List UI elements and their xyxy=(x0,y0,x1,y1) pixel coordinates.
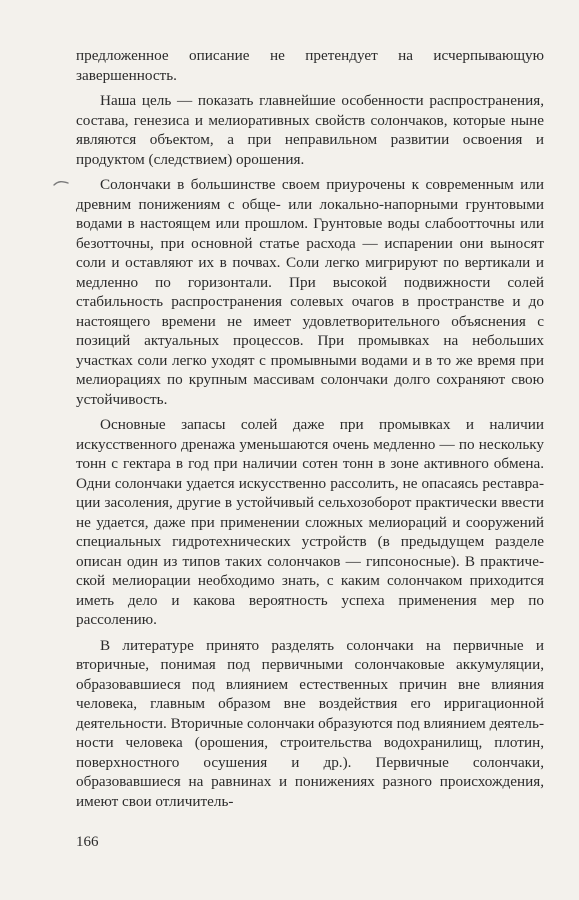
page-number: 166 xyxy=(76,834,99,850)
paragraph-4: Основные запасы солей даже при промывках и наличии искусственного дренажа уменьшаются очень медленно — по нескольку тонн с гектара в год при наличии сотен тонн в зоне активного обмена. Одни солончаки удается искусственно рассолить, не опасаясь реставрации засоления, другие в устойчивый сельхозоборот практически ввести не удается, даже при применении сложных мелиораций и сооружений специальных гидротехнических устройств (в предыдущем разделе описан один из типов таких солончаков — гипсоносные). В практической мелиорации необходимо знать, с каким солончаком приходится иметь дело и какова вероятность успеха применения мер по рассолению. xyxy=(76,416,544,628)
pencil-mark-icon xyxy=(52,178,70,188)
paragraph-3: Солончаки в большинстве своем приурочены к современным или древним понижениям с обще- или локально-напорными грунтовыми водами в настоящем или прошлом. Грунтовые воды слабоотточны или безотточны, при основной статье расхода — испарении они выносят соли и оставляют их в почвах. Соли легко мигрируют по вертикали и медленно по горизонтали. При высокой подвижности солей стабильность распространения солевых очагов в пространстве и до настоящего времени не имеет удовлетворительного объяснения с позиций актуальных процессов. При промывках на небольших участках соли легко уходят с промывными водами и в то же время при мелиорациях по крупным массивам солончаки долго сохраняют свою устойчивость. xyxy=(76,176,544,408)
paragraph-2: Наша цель — показать главнейшие особенности распространения, состава, генезиса и мелиоративных свойств солончаков, которые ныне являются объектом, а при неправильном развитии освоения и продуктом (следствием) орошения. xyxy=(76,92,544,168)
paragraph-5: В литературе принято разделять солончаки на первичные и вторичные, понимая под первичными солончаковые аккумуляции, образовавшиеся под влиянием естественных причин вне влияния человека, главным образом вне воздействия его ирригационной деятельности. Вторичные солончаки образуются под влиянием деятельности человека (орошения, строительства водохранилищ, плотин, поверхностного осушения и др.). Первичные солончаки, образовавшиеся на равнинах и понижениях разного происхождения, имеют свои отличитель- xyxy=(76,636,544,810)
paragraph-1: предложенное описание не претендует на исчерпывающую завершенность. xyxy=(76,47,544,84)
page-body xyxy=(76,46,544,817)
